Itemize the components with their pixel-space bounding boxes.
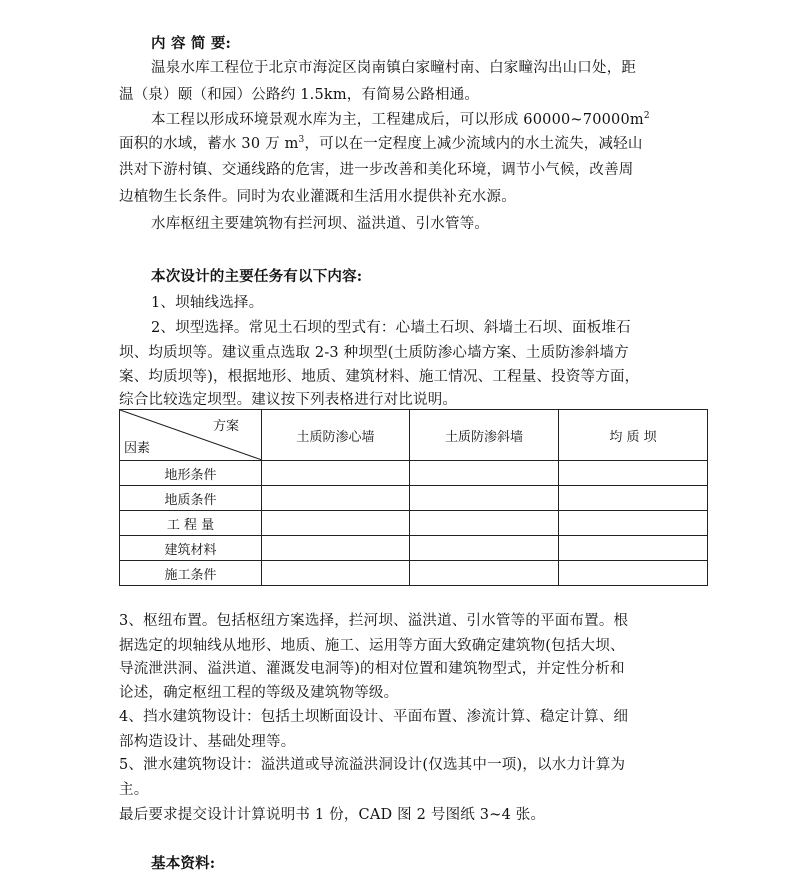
column-header: 均 质 坝 <box>559 410 708 461</box>
task-item-line: 论述，确定枢纽工程的等级及建筑物等级。 <box>119 685 399 701</box>
row-label: 地形条件 <box>120 461 262 486</box>
task-item-line: 主。 <box>119 782 149 798</box>
diagonal-header-cell <box>120 410 262 461</box>
task-item-line: 综合比较选定坝型。建议按下列表格进行对比说明。 <box>119 392 458 408</box>
column-header: 土质防渗斜墙 <box>410 410 559 461</box>
table-cell <box>410 511 559 536</box>
summary-paragraph-line <box>151 111 711 129</box>
task-item: 1、坝轴线选择。 <box>151 295 264 311</box>
column-header: 土质防渗心墙 <box>262 410 410 461</box>
summary-paragraph-line: 水库枢纽主要建筑物有拦河坝、溢洪道、引水管等。 <box>151 216 490 232</box>
task-item-line: 导流泄洪洞、溢洪道、灌溉发电洞等)的相对位置和建筑物型式，并定性分析和 <box>119 661 625 677</box>
summary-paragraph-line: 温泉水库工程位于北京市海淀区岗南镇白家疃村南、白家疃沟出山口处，距 <box>151 60 637 76</box>
summary-paragraph-line: 温（泉）颐（和园）公路约 1.5km，有简易公路相通。 <box>119 87 480 103</box>
text-run: 本工程以形成环境景观水库为主，工程建成后，可以形成 60000~70000m <box>151 112 644 128</box>
text-run: 面积的水域，蓄水 30 万 m <box>119 136 299 152</box>
task-item-line: 案、均质坝等)，根据地形、地质、建筑材料、施工情况、工程量、投资等方面， <box>119 369 640 385</box>
table-cell <box>262 486 410 511</box>
task-item: 5、泄水建筑物设计：溢洪道或导流溢洪洞设计(仅选其中一项)，以水力计算为 <box>119 757 626 773</box>
task-item: 2、坝型选择。常见土石坝的型式有：心墙土石坝、斜墙土石坝、面板堆石 <box>151 320 631 336</box>
table-cell <box>410 561 559 586</box>
superscript: 3 <box>298 135 305 145</box>
table-header-row <box>120 410 708 461</box>
summary-paragraph-line: 洪对下游村镇、交通线路的危害，进一步改善和美化环境，调节小气候，改善周 <box>119 162 634 178</box>
summary-heading: 内 容 简 要: <box>151 35 232 52</box>
row-label: 地质条件 <box>120 486 262 511</box>
corner-label-scheme: 方案 <box>212 419 239 434</box>
table-cell <box>559 536 708 561</box>
table-cell <box>410 461 559 486</box>
table-cell <box>262 561 410 586</box>
table-cell <box>559 486 708 511</box>
task-item-line: 部构造设计、基础处理等。 <box>119 734 296 750</box>
table-cell <box>262 511 410 536</box>
table-row <box>120 561 708 586</box>
row-label: 建筑材料 <box>120 536 262 561</box>
final-requirement: 最后要求提交设计计算说明书 1 份，CAD 图 2 号图纸 3~4 张。 <box>119 807 546 823</box>
table-row <box>120 461 708 486</box>
table-cell <box>262 536 410 561</box>
row-label: 工 程 量 <box>120 511 262 536</box>
summary-paragraph-line: 边植物生长条件。同时为农业灌溉和生活用水提供补充水源。 <box>119 189 516 205</box>
task-item-line: 据选定的坝轴线从地形、地质、施工、运用等方面大致确定建筑物(包括大坝、 <box>119 638 625 654</box>
tasks-heading: 本次设计的主要任务有以下内容: <box>151 268 363 285</box>
table-cell <box>559 461 708 486</box>
summary-paragraph-line <box>119 135 679 153</box>
table-row <box>120 511 708 536</box>
table-row <box>120 536 708 561</box>
table-cell <box>262 461 410 486</box>
task-item-line: 坝、均质坝等。建议重点选取 2-3 种坝型(土质防渗心墙方案、土质防渗斜墙方 <box>119 345 629 361</box>
corner-label-factor: 因素 <box>124 441 151 456</box>
table-cell <box>410 486 559 511</box>
table-cell <box>559 511 708 536</box>
row-label: 施工条件 <box>120 561 262 586</box>
table-row <box>120 486 708 511</box>
text-run: ，可以在一定程度上减少流域内的水土流失，减轻山 <box>304 136 643 152</box>
superscript: 2 <box>643 111 650 121</box>
basic-info-heading: 基本资料: <box>151 855 216 872</box>
table-cell <box>559 561 708 586</box>
task-item: 4、挡水建筑物设计：包括土坝断面设计、平面布置、渗流计算、稳定计算、细 <box>119 709 629 725</box>
table-cell <box>410 536 559 561</box>
task-item: 3、枢纽布置。包括枢纽方案选择，拦河坝、溢洪道、引水管等的平面布置。根 <box>119 613 629 629</box>
comparison-table <box>119 409 708 586</box>
